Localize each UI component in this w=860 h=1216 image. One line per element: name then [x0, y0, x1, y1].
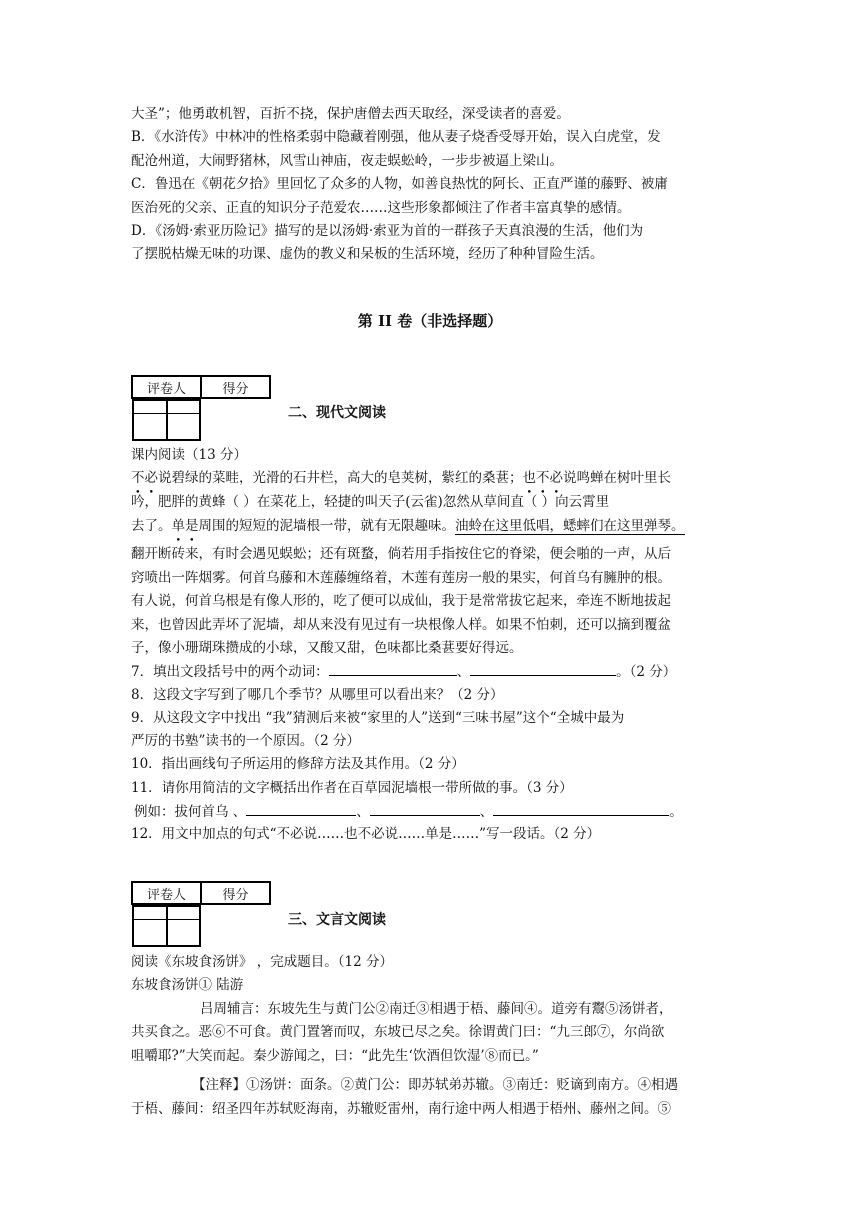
answer-blank[interactable] [370, 801, 480, 816]
question-9-line1: 9．从这段文字中找出 “我”猜测后来被“家里的人”送到“三味书屋”这个“全城中最为 [131, 710, 625, 726]
passage-line2: 吟，肥胖的黄蜂（ ）在菜花上，轻捷的叫天子(云雀)忽然从草间直（ ）向云霄里 [131, 494, 610, 510]
separator: 、 [479, 804, 494, 820]
option-c-line1: C．鲁迅在《朝花夕拾》里回忆了众多的人物，如善良热忱的阿长、正直严谨的藤野、被庸 [131, 176, 668, 192]
question-7-text: 7．填出文段括号中的两个动词： [131, 664, 329, 680]
passage-line1 [131, 468, 731, 488]
passage-text: 说碧绿的菜畦，光滑的石井栏，高大的皂荚树，紫红的桑葚； [158, 470, 523, 486]
dotted-char: 不 [536, 470, 550, 486]
volume-title: 第 II 卷（非选择题） [357, 312, 503, 330]
answer-blank[interactable] [246, 801, 356, 816]
dotted-char: 必 [144, 470, 158, 486]
dotted-char: 也 [522, 470, 536, 486]
score-cell [167, 400, 201, 440]
period: 。 [669, 804, 683, 820]
question-9-line2: 严厉的书塾”读书的一个原因。（2 分） [131, 733, 361, 749]
question-8: 8．这段文字写到了哪几个季节？从哪里可以看出来？（2 分） [131, 687, 504, 703]
classical-text-line2: 共买食之。恶⑥不可食。黄门置箸而叹，东坡已尽之矣。徐谓黄门曰：“九三郎⑦，尔尚欲 [131, 1024, 665, 1040]
answer-blank[interactable] [493, 801, 669, 816]
score-label: 得分 [201, 376, 270, 398]
question-10: 10．指出画线句子所运用的修辞方法及其作用。（2 分） [131, 756, 465, 772]
option-b-line2: 配沧州道，大闹野猪林，风雪山神庙，夜走蜈蚣岭，一步步被逼上梁山。 [131, 153, 563, 169]
score-table-section2 [131, 375, 271, 418]
passage-line4: 翻开断砖来，有时会遇见蜈蚣；还有斑蝥，倘若用手指按住它的脊梁，便会啪的一声，从后 [131, 546, 671, 562]
question-11: 11．请你用简洁的文字概括出作者在百草园泥墙根一带所做的事。（3 分） [131, 780, 573, 796]
example-text: 例如：拔何首乌 、 [134, 804, 247, 820]
classical-text-line3: 咀嚼耶?”大笑而起。秦少游闻之，曰：“此先生‘饮酒但饮湿’⑧而已。” [131, 1048, 539, 1064]
notes-line2: 于梧、藤间：绍圣四年苏轼贬海南，苏辙贬雷州，南行途中两人相遇于梧州、藤州之间。⑤ [131, 1101, 671, 1117]
dotted-char: 不 [131, 470, 145, 486]
grader-cell [133, 400, 167, 440]
question-7-points: 。（2 分） [616, 664, 677, 680]
option-a-tail: 大圣”；他勇敢机智，百折不挠，保护唐僧去西天取经，深受读者的喜爱。 [131, 106, 570, 122]
passage-text: 说鸣蝉在树叶里长 [563, 470, 671, 486]
section2-intro: 课内阅读（13 分） [131, 447, 247, 463]
passage-line5: 窍喷出一阵烟雾。何首乌藤和木莲藤缠络着，木莲有莲房一般的果实，何首乌有臃肿的根。 [131, 570, 671, 586]
dotted-char: 必 [549, 470, 563, 486]
passage-line3 [131, 516, 731, 536]
notes-line1: 【注释】①汤饼：面条。②黄门公：即苏轼弟苏辙。③南迁：贬谪到南方。④相遇 [192, 1077, 678, 1093]
option-d-line1: D．《汤姆·索亚历险记》描写的是以汤姆·索亚为首的一群孩子天真浪漫的生活，他们为 [131, 223, 644, 239]
classical-text-line1: 吕周辅言：东坡先生与黄门公②南迁③相遇于梧、藤间④。道旁有鬻⑤汤饼者， [200, 1001, 673, 1017]
section2-heading: 二、现代文阅读 [288, 405, 386, 421]
passage-text: 去了。 [131, 518, 172, 534]
passage-line7: 来，也曾因此弄坏了泥墙，却从来没有见过有一块根像人样。如果不怕刺，还可以摘到覆盆 [131, 617, 671, 633]
option-c-line2: 医治死的父亲、正直的知识分子范爱农……这些形象都倾注了作者丰富真挚的感情。 [131, 200, 631, 216]
question-11-example [134, 801, 734, 822]
score-cell [167, 906, 201, 946]
dotted-char: 是 [185, 518, 199, 534]
question-12: 12．用文中加点的句式“不必说……也不必说……单是……”写一段话。（2 分） [131, 826, 601, 842]
section3-heading: 三、文言文阅读 [288, 912, 386, 928]
separator: 、 [356, 804, 370, 820]
passage-text: 周围的短短的泥墙根一带，就有无限趣味。 [198, 518, 455, 534]
grader-cell [133, 906, 167, 946]
underlined-sentence: 油蛉在这里低唱，蟋蟀们在这里弹琴。 [455, 518, 685, 534]
answer-blank[interactable] [470, 661, 616, 676]
grader-label: 评卷人 [132, 376, 201, 398]
option-b-line1: B．《水浒传》中林冲的性格柔弱中隐藏着刚强，他从妻子烧香受辱开始，误入白虎堂，发 [131, 129, 661, 145]
question-7 [131, 661, 731, 682]
answer-blank[interactable] [329, 661, 457, 676]
passage-line6: 有人说，何首乌根是有像人形的，吃了便可以成仙，我于是常常拔它起来，牵连不断地拔起 [131, 593, 671, 609]
separator: 、 [456, 664, 471, 680]
option-d-line2: 了摆脱枯燥无味的功课、虚伪的教义和呆板的生活环境，经历了种种冒险生活。 [131, 246, 604, 262]
text-title-line: 东坡食汤饼① 陆游 [131, 977, 244, 993]
grader-label: 评卷人 [132, 882, 201, 904]
dotted-char: 单 [171, 518, 185, 534]
passage-line8: 子，像小珊瑚珠攒成的小球，又酸又甜，色味都比桑葚要好得远。 [131, 640, 523, 656]
section3-intro: 阅读《东坡食汤饼》 ，完成题目。（12 分） [131, 954, 394, 970]
score-label: 得分 [201, 882, 270, 904]
score-table-section3 [131, 881, 271, 924]
